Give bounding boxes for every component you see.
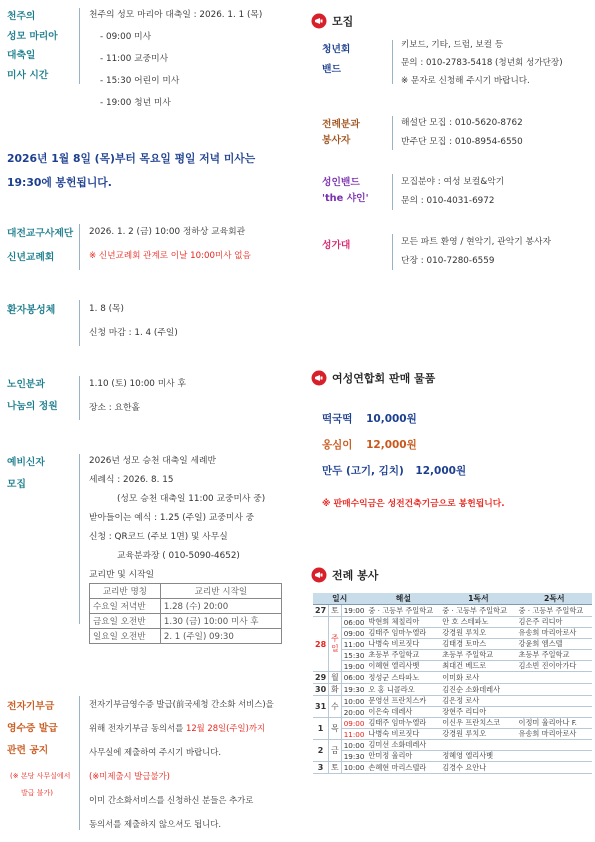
- table-cell: 이은숙 데레사: [366, 707, 440, 718]
- table-cell: 31: [313, 696, 329, 718]
- choir-line: 단장 : 010-7280-6559: [401, 256, 495, 266]
- catechumen-line: 교리반 및 시작일: [89, 570, 155, 580]
- table-cell: 월: [329, 672, 342, 684]
- sale-item-name: 만두 (고기, 김치): [322, 465, 404, 477]
- table-cell: 1.28 (수) 20:00: [160, 599, 281, 614]
- elderly-line: 1.10 (토) 10:00 미사 후: [89, 379, 186, 389]
- donation-note-line: 발급 불가): [21, 789, 54, 797]
- newyear-label: [7, 222, 73, 270]
- divider-line: [392, 40, 393, 84]
- table-header: 일시: [313, 593, 366, 605]
- table-row: [313, 650, 592, 661]
- table-cell: 09:00: [341, 628, 366, 639]
- table-cell: 중 · 고등부 주일학교: [366, 605, 440, 617]
- table-cell: 유송희 마리아로사: [517, 729, 592, 740]
- table-row: [90, 599, 282, 614]
- sale-item: [322, 458, 466, 484]
- table-row: [313, 751, 592, 762]
- donation-line: 사무실에 제출하여 주시기 바랍니다.: [89, 747, 222, 757]
- table-cell: 최대건 베드로: [440, 661, 516, 672]
- table-cell: 10:00: [341, 696, 366, 707]
- sickcommunion-details: [89, 297, 178, 345]
- table-cell: 중 · 고등부 주일학교: [440, 605, 516, 617]
- divider-line: [79, 8, 80, 84]
- table-cell: 19:30: [341, 684, 366, 696]
- elderly-details: [89, 372, 186, 420]
- donation-line: 이미 간소화서비스를 신청하신 분들은 추가로: [89, 795, 254, 805]
- table-row: [313, 718, 592, 729]
- table-header: 2독서: [517, 593, 592, 605]
- newyear-details: [89, 220, 251, 268]
- table-row: [313, 617, 592, 628]
- table-row: [313, 661, 592, 672]
- table-cell: 장현주 리디아: [440, 707, 516, 718]
- donation-line: 동의서를 제출하지 않으셔도 됩니다.: [89, 819, 222, 829]
- table-cell: 수요일 저녁반: [90, 599, 161, 614]
- adult-band-label: [322, 175, 369, 207]
- table-cell: 김은주 리디아: [517, 617, 592, 628]
- youth-band-line: 키보드, 기타, 드럼, 보컬 등: [401, 40, 504, 50]
- sale-header: [311, 370, 435, 386]
- table-cell: [440, 740, 516, 751]
- liturgy-label: [322, 117, 360, 149]
- liturgy-label-line: 봉사자: [322, 135, 351, 146]
- elderly-label-line: 나눔의 정원: [7, 401, 58, 412]
- liturgy-details: [401, 114, 523, 152]
- table-cell: 20:00: [341, 707, 366, 718]
- table-cell: 11:00: [341, 639, 366, 650]
- service-title: 전례 봉사: [332, 569, 379, 582]
- table-cell: 2. 1 (주일) 09:30: [160, 629, 281, 644]
- divider-line: [79, 300, 80, 346]
- table-cell: 30: [313, 684, 329, 696]
- divider-line: [79, 696, 80, 830]
- table-header: 교리반 명칭: [90, 584, 161, 599]
- mass-time-item: - 11:00 교중미사: [100, 54, 169, 64]
- youth-band-label: [322, 40, 350, 80]
- table-cell: 27: [313, 605, 329, 617]
- table-cell: [517, 740, 592, 751]
- table-cell: 초등부 주일학교: [366, 650, 440, 661]
- catechumen-line: (성모 승천 대축일 11:00 교중미사 중): [117, 494, 266, 504]
- youth-band-line: 문의 : 010-2783-5418 (청년회 성가단장): [401, 58, 563, 68]
- table-cell: 김진순 소화데레사: [440, 684, 516, 696]
- catechumen-details: [89, 452, 265, 585]
- table-cell: 1.30 (금) 10:00 미사 후: [160, 614, 281, 629]
- table-cell: 김태경 토마스: [440, 639, 516, 650]
- table-row: [313, 729, 592, 740]
- sale-items: [322, 406, 466, 484]
- table-cell: 09:00: [341, 718, 366, 729]
- table-cell: 11:00: [341, 729, 366, 740]
- choir-label: 성가대: [322, 240, 351, 251]
- table-cell: 오 홍 니콜라오: [366, 684, 440, 696]
- divider-line: [392, 174, 393, 210]
- table-cell: 1: [313, 718, 329, 740]
- table-cell: 김소빈 진이아가다: [517, 661, 592, 672]
- table-row: [313, 696, 592, 707]
- table-cell: [517, 751, 592, 762]
- table-header-row: [90, 584, 282, 599]
- table-cell: [517, 684, 592, 696]
- table-row: [313, 740, 592, 751]
- table-row: [313, 628, 592, 639]
- liturgy-label-line: 전례분과: [322, 119, 360, 130]
- table-cell: 3: [313, 762, 329, 774]
- table-cell: 문영선 프란치스카: [366, 696, 440, 707]
- table-cell: 김경수 요안나: [440, 762, 516, 774]
- adult-band-line: 문의 : 010-4031-6972: [401, 196, 495, 206]
- divider-line: [392, 116, 393, 150]
- catechumen-line: 2026년 성모 승천 대축일 세례반: [89, 456, 217, 466]
- mass-time-item: - 15:30 어린이 미사: [100, 76, 180, 86]
- divider-line: [79, 224, 80, 270]
- elderly-line: 장소 : 요한홀: [89, 403, 141, 413]
- catechumen-label-line: 예비신자: [7, 457, 45, 468]
- sale-item-name: 옹심이: [322, 439, 353, 451]
- mass-label-line: 천주의: [7, 11, 36, 22]
- catechumen-label-line: 모집: [7, 479, 26, 490]
- sale-item: [322, 406, 466, 432]
- mass-label-line: 성모 마리아: [7, 30, 58, 42]
- donation-label-line: 관련 공지: [7, 745, 49, 756]
- table-cell: 15:30: [341, 650, 366, 661]
- catechumen-line: 교육분과장 ( 010-5090-4652): [117, 551, 240, 561]
- mass-label: [7, 7, 58, 85]
- divider-line: [79, 376, 80, 420]
- table-cell: 2: [313, 740, 329, 762]
- table-header: 교리반 시작일: [160, 584, 281, 599]
- table-cell: 안 호 스테파노: [440, 617, 516, 628]
- table-cell: 금: [329, 740, 342, 762]
- service-table: [313, 593, 592, 774]
- table-cell: 이미화 로사: [440, 672, 516, 684]
- youth-band-line: ※ 문자로 신청해 주시기 바랍니다.: [401, 76, 530, 86]
- sale-note: ※ 판매수익금은 성전건축기금으로 봉헌됩니다.: [322, 499, 505, 509]
- table-cell: 이정미 율리아나 F.: [517, 718, 592, 729]
- catechumen-line: 받아들이는 예식 : 1.25 (주일) 교중미사 중: [89, 513, 255, 523]
- table-cell: 06:00: [341, 617, 366, 628]
- table-header: 1독서: [440, 593, 516, 605]
- choir-details: [401, 233, 551, 271]
- table-cell: 김미선 소화데레사: [366, 740, 440, 751]
- table-cell: 19:00: [341, 605, 366, 617]
- table-cell: 강경원 루치오: [440, 628, 516, 639]
- newyear-note: ※ 신년교례회 관계로 이날 10:00미사 없음: [89, 251, 251, 261]
- table-cell: 나병숙 비르짓다: [366, 639, 440, 650]
- youth-band-label-line: 밴드: [322, 64, 341, 75]
- sickcommunion-line: 신청 마감 : 1. 4 (주일): [89, 328, 178, 338]
- table-cell: 중 · 고등부 주일학교: [517, 605, 592, 617]
- adult-band-label-line: 'the 샤인': [322, 193, 369, 204]
- divider-line: [79, 454, 80, 624]
- table-cell: 19:30: [341, 751, 366, 762]
- donation-label: [7, 696, 58, 762]
- table-header-row: [313, 593, 592, 605]
- liturgy-line: 반주단 모집 : 010-8954-6550: [401, 137, 523, 147]
- table-cell: 토: [329, 605, 342, 617]
- table-cell: 이혜현 엘리사벳: [366, 661, 440, 672]
- table-cell: [517, 762, 592, 774]
- table-cell: 29: [313, 672, 329, 684]
- newyear-label-line: 대전교구사제단: [7, 228, 74, 239]
- adult-band-details: [401, 173, 504, 211]
- donation-deadline: 12월 28일(주일)까지: [185, 723, 266, 733]
- mass-label-line: 미사 시간: [7, 69, 49, 81]
- table-row: [313, 672, 592, 684]
- table-cell: 초등부 주일학교: [440, 650, 516, 661]
- table-cell: 김태주 임마누엘라: [366, 718, 440, 729]
- donation-label-line: 전자기부금: [7, 701, 55, 712]
- table-row: [313, 605, 592, 617]
- megaphone-icon: [311, 370, 327, 386]
- table-cell: 나병숙 비르짓다: [366, 729, 440, 740]
- table-cell: 10:00: [341, 740, 366, 751]
- sale-item-price: 12,000원: [366, 439, 417, 451]
- catechumen-line: 세례식 : 2026. 8. 15: [89, 475, 174, 485]
- table-cell: [517, 672, 592, 684]
- megaphone-icon: [311, 13, 327, 29]
- catechumen-line: 신청 : QR코드 (주보 1면) 및 사무실: [89, 532, 228, 542]
- table-cell: 토: [329, 762, 342, 774]
- table-cell: 손혜현 마리스텔라: [366, 762, 440, 774]
- choir-line: 모든 파트 환영 / 현악기, 관악기 봉사자: [401, 237, 552, 247]
- elderly-label: [7, 374, 58, 418]
- table-cell: 초등부 주일학교: [517, 650, 592, 661]
- mass-time-item: - 09:00 미사: [100, 32, 152, 42]
- donation-details: [89, 692, 274, 836]
- youth-band-details: [401, 36, 563, 90]
- table-cell: 유송희 마리아로사: [517, 628, 592, 639]
- newyear-label-line: 신년교례회: [7, 252, 55, 263]
- table-row: [90, 629, 282, 644]
- adult-band-line: 모집분야 : 여성 보컬&악기: [401, 177, 505, 187]
- table-cell: 주일: [329, 617, 342, 672]
- catechumen-label: [7, 452, 45, 496]
- mass-time-item: - 19:00 청년 미사: [100, 98, 171, 108]
- youth-band-label-line: 청년회: [322, 44, 351, 55]
- table-cell: 수: [329, 696, 342, 718]
- donation-label-line: 영수증 발급: [7, 723, 58, 734]
- table-cell: 목: [329, 718, 342, 740]
- sale-item-price: 10,000원: [366, 413, 417, 425]
- notice-line: 2026년 1월 8일 (목)부터 목요일 평일 저녁 미사는: [7, 152, 256, 165]
- table-cell: 일요일 오전반: [90, 629, 161, 644]
- recruit-title: 모집: [332, 15, 354, 28]
- table-row: [313, 639, 592, 650]
- table-cell: 06:00: [341, 672, 366, 684]
- table-cell: 금요일 오전반: [90, 614, 161, 629]
- adult-band-label-line: 성인밴드: [322, 177, 360, 188]
- table-cell: 이신우 프란치스코: [440, 718, 516, 729]
- table-cell: [517, 707, 592, 718]
- sickcommunion-label: 환자봉성체: [7, 305, 56, 316]
- table-cell: 정혜영 엘리사벳: [440, 751, 516, 762]
- donation-warning: (※미제출시 발급불가): [89, 771, 170, 781]
- sale-item-name: 떡국떡: [322, 413, 353, 425]
- table-cell: 19:00: [341, 661, 366, 672]
- table-cell: 28: [313, 617, 329, 672]
- table-cell: 박현희 체칠리아: [366, 617, 440, 628]
- class-schedule-table: [89, 583, 282, 644]
- mass-heading: 천주의 성모 마리아 대축일 : 2026. 1. 1 (목): [89, 10, 263, 20]
- sale-item-price: 12,000원: [415, 465, 467, 477]
- notice-line: 19:30에 봉헌됩니다.: [7, 176, 112, 189]
- sale-item: [322, 432, 466, 458]
- sale-title: 여성연합회 판매 물품: [332, 372, 436, 385]
- table-cell: 김은정 로사: [440, 696, 516, 707]
- donation-line: 위해 전자기부금 동의서를: [89, 723, 186, 733]
- mass-times: [89, 4, 262, 114]
- thursday-notice: [7, 147, 255, 195]
- megaphone-icon: [311, 567, 327, 583]
- table-cell: 강윤희 엠스텔: [517, 639, 592, 650]
- table-cell: 정성군 스타파노: [366, 672, 440, 684]
- elderly-label-line: 노인분과: [7, 379, 45, 390]
- sickcommunion-line: 1. 8 (목): [89, 304, 124, 314]
- table-row: [313, 762, 592, 774]
- divider-line: [392, 234, 393, 270]
- donation-line: 전자기부금영수증 발급(前국세청 간소화 서비스)을: [89, 699, 274, 709]
- table-cell: [517, 696, 592, 707]
- table-cell: 안미정 율리아: [366, 751, 440, 762]
- table-row: [313, 684, 592, 696]
- table-row: [313, 707, 592, 718]
- table-cell: 10:00: [341, 762, 366, 774]
- donation-label-note: [10, 768, 70, 802]
- recruit-header: [311, 13, 353, 29]
- donation-note-line: (※ 본당 사무실에서: [10, 772, 71, 780]
- table-cell: 화: [329, 684, 342, 696]
- table-header: 해설: [366, 593, 440, 605]
- newyear-line: 2026. 1. 2 (금) 10:00 정하상 교육회관: [89, 227, 246, 237]
- liturgy-line: 해설단 모집 : 010-5620-8762: [401, 118, 523, 128]
- mass-label-line: 대축일: [7, 50, 36, 61]
- table-cell: 김태주 임마누엘라: [366, 628, 440, 639]
- service-header: [311, 567, 378, 583]
- table-row: [90, 614, 282, 629]
- table-cell: 강경원 루치오: [440, 729, 516, 740]
